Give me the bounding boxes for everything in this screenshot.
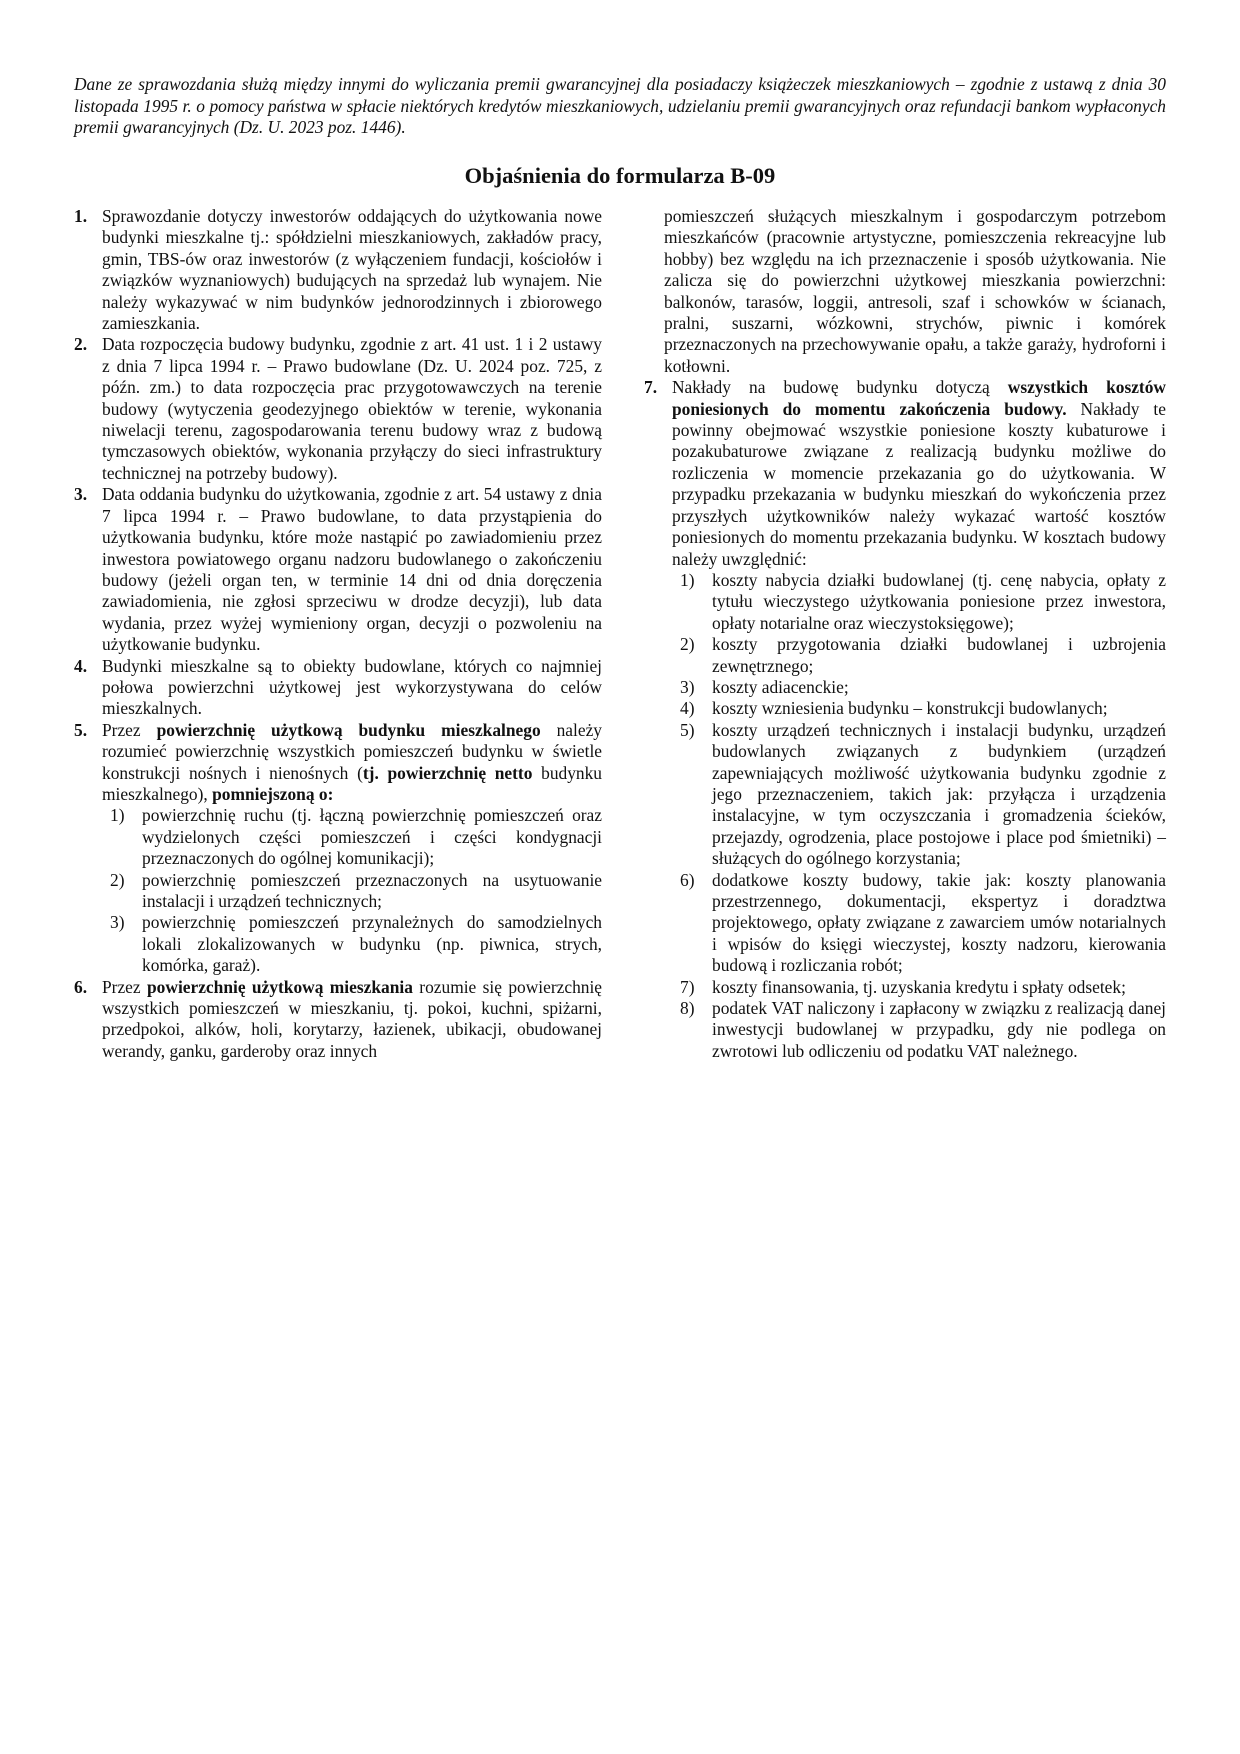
item-bold-text: wszystkich kosztów poniesionych do momentu zakończenia budowy. [672,377,1166,419]
sub-item-number: 7) [680,976,695,997]
list-item [640,377,1166,570]
sub-item-text: koszty adiacenckie; [712,676,849,697]
item-bold-text: tj. powierzchnię netto [362,762,533,783]
sub-item [672,870,1166,977]
left-column [70,206,602,1062]
sub-item-number: 8) [680,998,695,1019]
item-bold-text: powierzchnię użytkową mieszkania [147,976,413,997]
sub-item [102,912,602,976]
list-item [70,656,602,720]
sub-item-number: 1) [110,805,125,826]
list-item [70,206,602,334]
sub-item-text: koszty nabycia działki budowlanej (tj. cenę nabycia, opłaty z tytułu wieczystego użytkowania poniesione przez inwestora, opłaty notarialne oraz wieczystoksięgowe); [712,569,1166,633]
item-text: Data rozpoczęcia budowy budynku, zgodnie z art. 41 ust. 1 i 2 ustawy z dnia 7 lipca 1994 r. – Prawo budowlane (Dz. U. 2024 poz. 725, z późn. zm.) to data rozpoczęcia prac przygotowawczych na terenie budowy (wytyczenia geodezyjnego obiektów w terenie, wykonania niwelacji terenu, zagospodarowania terenu budowy wraz z budową tymczasowych obiektów, wykonania przyłączy do sieci infrastruktury technicznej na potrzeby budowy). [102,334,602,483]
item-bold-text: powierzchnię użytkową budynku mieszkalnego [156,719,541,740]
item-text: Przez [102,719,157,740]
sub-item [102,870,602,913]
list-item [70,720,602,806]
item-number: 1. [74,206,88,226]
sub-item-text: powierzchnię ruchu (tj. łączną powierzchnię pomieszczeń oraz wydzielonych części pomieszczeń i części kondygnacji przeznaczonych do ogólnej komunikacji); [142,805,602,869]
sub-item-text: koszty urządzeń technicznych i instalacji budynku, urządzeń budowlanych związanych z budynkiem (urządzeń zapewniających możliwość użytkowania budynku zgodnie z jego przeznaczeniem, takich jak: przyłącza i urządzenia instalacyjne, w tym oczyszczania i gromadzenia ścieków, przejazdy, ogrodzenia, place postojowe i place pod śmietniki) – służących do ogólnego korzystania; [712,719,1166,869]
sub-item-text: koszty przygotowania działki budowlanej i uzbrojenia zewnętrznego; [712,634,1166,676]
sub-item [672,977,1166,998]
item-continuation: pomieszczeń służących mieszkalnym i gospodarczym potrzebom mieszkańców (pracownie artystyczne, pomieszczenia rekreacyjne lub hobby) bez względu na ich przeznaczenie i sposób użytkowania. Nie zalicza się do powierzchni użytkowej mieszkania powierzchni: balkonów, tarasów, loggii, antresoli, szaf i schowków w ścianach, pralni, suszarni, wózkowni, strychów, piwnic i komórek przeznaczonych na przechowywanie opału, a także garaży, hydroforni i kotłowni. [664,206,1166,376]
list-item [70,977,602,1063]
page-title: Objaśnienia do formularza B-09 [464,163,776,188]
right-column [640,206,1166,1062]
sub-item-text: powierzchnię pomieszczeń przeznaczonych na usytuowanie instalacji i urządzeń technicznych; [142,869,602,911]
sub-item-number: 1) [680,569,695,590]
sub-item-number: 5) [680,719,695,740]
item-text: Data oddania budynku do użytkowania, zgodnie z art. 54 ustawy z dnia 7 lipca 1994 r. – Prawo budowlane, to data przystąpienia do użytkowania budynku, które może nastąpić po zawiadomieniu przez inwestora powiatowego organu nadzoru budowlanego o zakończeniu budowy (jeżeli organ ten, w terminie 14 dni od dnia doręczenia zawiadomienia, nie zgłosi sprzeciwu w drodze decyzji), lub data wydania, przez wyżej wymieniony organ, decyzji o pozwoleniu na użytkowanie budynku. [102,484,602,655]
sub-item [672,698,1166,719]
item-text: Przez [102,976,148,997]
sub-item-number: 3) [680,676,695,697]
item-text: Sprawozdanie dotyczy inwestorów oddających do użytkowania nowe budynki mieszkalne tj.: spółdzielni mieszkaniowych, zakładów pracy, gmin, TBS-ów oraz inwestorów (z wyłączeniem fundacji, kościołów i związków wyznaniowych) budujących na sprzedaż lub wynajem. Nie należy wykazywać w nim budynków jednorodzinnych i zbiorowego zamieszkania. [102,206,602,334]
list-item [70,484,602,655]
sub-item [102,805,602,869]
sub-item-number: 2) [680,634,695,655]
sub-item [672,998,1166,1062]
item-text: rozumie się powierzchnię wszystkich pomieszczeń w mieszkaniu, tj. pokoi, kuchni, spiżarni, przedpokoi, alków, holi, korytarzy, łazienek, ubikacji, obudowanej werandy, ganku, garderoby oraz innych [102,976,603,1061]
item-bold-text: pomniejszoną o: [212,783,334,804]
item-number: 5. [74,719,88,740]
sub-item [672,720,1166,870]
sub-item-text: koszty finansowania, tj. uzyskania kredytu i spłaty odsetek; [712,976,1126,997]
sub-item-number: 2) [110,869,125,890]
item-number: 6. [74,976,88,997]
item-text: Budynki mieszkalne są to obiekty budowlane, których co najmniej połowa powierzchni użytkowej jest wykorzystywana do celów mieszkalnych. [102,655,602,719]
sub-item-text: dodatkowe koszty budowy, takie jak: koszty planowania przestrzennego, dokumentacji, ekspertyz i doradztwa projektowego, opłaty związane z zawarciem umów notarialnych i wpisów do księgi wieczystej, koszty nadzoru, kierowania budową i rozliczania robót; [712,869,1166,976]
sub-item-text: podatek VAT naliczony i zapłacony w związku z realizacją danej inwestycji budowlanej w przypadku, gdy nie podlega on zwrotowi lub odliczeniu od podatku VAT należnego. [712,998,1166,1061]
item-text: budynku mieszkalnego), [102,762,602,804]
sub-item [672,570,1166,634]
sub-item [672,677,1166,698]
list-item [70,334,602,484]
item-text: należy rozumieć powierzchnię wszystkich pomieszczeń budynku w świetle konstrukcji nośnych i nienośnych ( [102,719,602,783]
sub-item-text: powierzchnię pomieszczeń przynależnych do samodzielnych lokali zlokalizowanych w budynku (np. piwnica, strych, komórka, garaż). [142,912,602,976]
sub-item [672,634,1166,677]
intro-note: Dane ze sprawozdania służą między innymi do wyliczania premii gwarancyjnej dla posiadaczy książeczek mieszkaniowych – zgodnie z ustawą z dnia 30 listopada 1995 r. o pomocy państwa w spłacie niektórych kredytów mieszkaniowych, udzielaniu premii gwarancyjnych oraz refundacji bankom wypłaconych premii gwarancyjnych (Dz. U. 2023 poz. 1446). [74,74,1166,138]
item-number: 3. [74,484,88,505]
item-number: 4. [74,655,88,676]
item-text: Nakłady te powinny obejmować wszystkie poniesione koszty kubaturowe i pozakubaturowe związane z realizacją budynku możliwe do rozliczenia w momencie przekazania go do użytkowania. W przypadku przekazania w budynku mieszkań do wykończenia przez przyszłych użytkowników należy wykazać wartość kosztów poniesionych do momentu przekazania budynku. W kosztach budowy należy uwzględnić: [672,398,1166,569]
item-number: 7. [644,377,658,398]
item-text: Nakłady na budowę budynku dotyczą [672,377,1008,398]
sub-item-number: 3) [110,912,125,933]
sub-item-number: 6) [680,869,695,890]
sub-item-number: 4) [680,698,695,719]
item-number: 2. [74,334,88,355]
sub-item-text: koszty wzniesienia budynku – konstrukcji budowlanych; [712,698,1108,719]
